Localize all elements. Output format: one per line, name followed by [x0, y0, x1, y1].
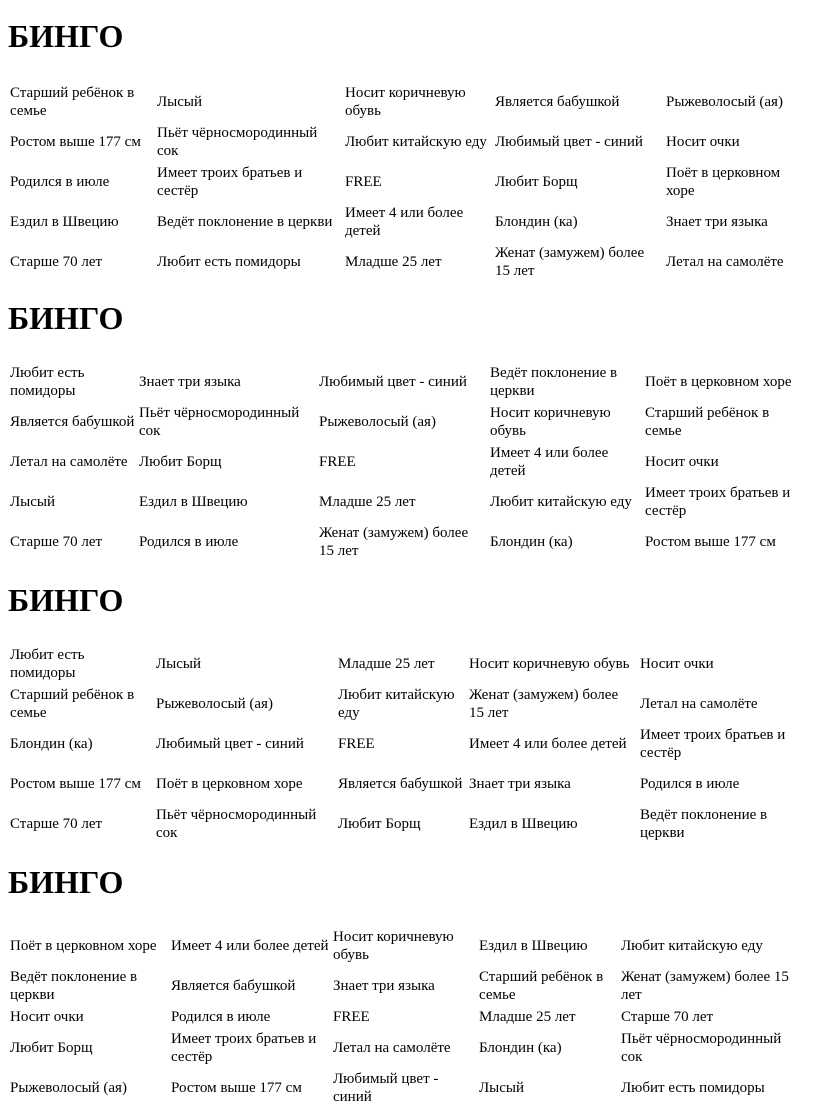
bingo-cell: Летал на самолёте	[10, 454, 128, 470]
bingo-cell: Ростом выше 177 см	[10, 134, 141, 150]
bingo-cell: Старший ребёнок в семье	[479, 969, 604, 1003]
bingo-cell: Лысый	[157, 94, 203, 110]
bingo-cell: Является бабушкой	[338, 776, 463, 792]
bingo-cell: Ездил в Швецию	[469, 816, 578, 832]
bingo-cell: Любит есть помидоры	[157, 254, 301, 270]
bingo-cell: Лысый	[479, 1080, 525, 1096]
table-row	[8, 122, 808, 162]
table-row	[8, 764, 808, 804]
bingo-cell: Любимый цвет - синий	[156, 736, 304, 752]
bingo-cell: Любит есть помидоры	[621, 1080, 765, 1096]
bingo-cell: Женат (замужем) более 15 лет	[319, 525, 469, 559]
bingo-cell: Ездил в Швецию	[139, 494, 248, 510]
bingo-cell: Любит китайскую еду	[490, 494, 632, 510]
bingo-cell: FREE	[319, 454, 356, 470]
bingo-cell: FREE	[333, 1009, 370, 1025]
bingo-cell: Лысый	[10, 494, 56, 510]
bingo-cell: Любит китайскую еду	[338, 687, 455, 721]
bingo-cell: Имеет 4 или более детей	[345, 205, 464, 239]
bingo-cell: Родился в июле	[10, 174, 110, 190]
bingo-cell: Любит китайскую еду	[345, 134, 487, 150]
bingo-card-3	[8, 582, 808, 841]
bingo-cell: Младше 25 лет	[338, 656, 435, 672]
bingo-grid	[8, 362, 808, 562]
table-row	[8, 482, 808, 522]
bingo-cell: Блондин (ка)	[10, 736, 93, 752]
bingo-cell: Ростом выше 177 см	[645, 534, 776, 550]
bingo-cell: Рыжеволосый (ая)	[666, 94, 783, 110]
bingo-grid	[8, 926, 808, 1108]
bingo-cell: Поёт в церковном хоре	[156, 776, 303, 792]
table-row	[8, 442, 808, 482]
bingo-grid	[8, 82, 808, 282]
bingo-cell: Женат (замужем) более 15 лет	[469, 687, 619, 721]
bingo-cell: Пьёт чёрносмородинный сок	[157, 125, 318, 159]
bingo-cell: FREE	[345, 174, 382, 190]
card-title: БИНГО	[8, 18, 124, 54]
bingo-cell: Старший ребёнок в семье	[10, 687, 135, 721]
bingo-cell: Младше 25 лет	[319, 494, 416, 510]
bingo-cell: Блондин (ка)	[479, 1040, 562, 1056]
bingo-cell: Имеет троих братьев и сестёр	[171, 1031, 317, 1065]
bingo-grid	[8, 644, 808, 844]
bingo-cell: Женат (замужем) более 15 лет	[621, 969, 789, 1003]
bingo-cell: Ведёт поклонение в церкви	[490, 365, 618, 399]
bingo-cell: Пьёт чёрносмородинный сок	[139, 405, 300, 439]
bingo-cell: Любимый цвет - синий	[333, 1071, 439, 1105]
bingo-cell: Младше 25 лет	[479, 1009, 576, 1025]
table-row	[8, 684, 808, 724]
table-row	[8, 202, 808, 242]
bingo-card-1	[8, 18, 808, 279]
bingo-cell: Старше 70 лет	[10, 254, 103, 270]
bingo-cell: Родился в июле	[640, 776, 740, 792]
bingo-cell: Любимый цвет - синий	[495, 134, 643, 150]
bingo-cell: Ростом выше 177 см	[10, 776, 141, 792]
bingo-cell: Рыжеволосый (ая)	[319, 414, 436, 430]
bingo-cell: Летал на самолёте	[333, 1040, 451, 1056]
bingo-cell: Летал на самолёте	[666, 254, 784, 270]
bingo-card-4	[8, 864, 808, 1105]
bingo-cell: Ездил в Швецию	[10, 214, 119, 230]
table-row	[8, 522, 808, 562]
bingo-cell: Любит Борщ	[495, 174, 578, 190]
bingo-cell: Любит есть помидоры	[10, 365, 85, 399]
card-title: БИНГО	[8, 582, 124, 618]
bingo-cell: Родился в июле	[139, 534, 239, 550]
bingo-cell: Знает три языка	[666, 214, 768, 230]
bingo-cell: Ведёт поклонение в церкви	[157, 214, 333, 230]
card-title: БИНГО	[8, 864, 124, 900]
bingo-cell: Носит коричневую обувь	[490, 405, 611, 439]
bingo-cell: Имеет троих братьев и сестёр	[645, 485, 791, 519]
bingo-cell: Является бабушкой	[171, 978, 296, 994]
bingo-cell: Пьёт чёрносмородинный сок	[156, 807, 317, 841]
bingo-cell: Имеет троих братьев и сестёр	[640, 727, 786, 761]
table-row	[8, 1028, 808, 1068]
bingo-cell: Летал на самолёте	[640, 696, 758, 712]
bingo-cell: Ведёт поклонение в церкви	[640, 807, 768, 841]
bingo-cell: Имеет 4 или более детей	[490, 445, 609, 479]
bingo-cell: Любит Борщ	[139, 454, 222, 470]
bingo-cell: Старше 70 лет	[621, 1009, 714, 1025]
table-row	[8, 402, 808, 442]
bingo-cell: Поёт в церковном хоре	[666, 165, 781, 199]
bingo-cell: Носит коричневую обувь	[469, 656, 630, 672]
table-row	[8, 966, 808, 1006]
table-row	[8, 804, 808, 844]
bingo-cell: Любит Борщ	[10, 1040, 93, 1056]
bingo-cell: Старше 70 лет	[10, 534, 103, 550]
bingo-cell: Старший ребёнок в семье	[10, 85, 135, 119]
bingo-cell: Родился в июле	[171, 1009, 271, 1025]
bingo-cell: Любит китайскую еду	[621, 938, 763, 954]
table-row	[8, 162, 808, 202]
bingo-cell: Является бабушкой	[495, 94, 620, 110]
table-row	[8, 242, 808, 282]
bingo-cell: Знает три языка	[333, 978, 435, 994]
bingo-cell: Знает три языка	[469, 776, 571, 792]
bingo-cell: Рыжеволосый (ая)	[10, 1080, 127, 1096]
bingo-cell: Носит очки	[10, 1009, 84, 1025]
table-row	[8, 1006, 808, 1028]
bingo-cell: Рыжеволосый (ая)	[156, 696, 273, 712]
bingo-cell: Имеет троих братьев и сестёр	[157, 165, 303, 199]
bingo-cell: Знает три языка	[139, 374, 241, 390]
bingo-cell: Женат (замужем) более 15 лет	[495, 245, 645, 279]
bingo-cell: Имеет 4 или более детей	[469, 736, 627, 752]
bingo-cell: Блондин (ка)	[495, 214, 578, 230]
bingo-cell: Поёт в церковном хоре	[645, 374, 792, 390]
bingo-cell: Любит Борщ	[338, 816, 421, 832]
bingo-cell: Поёт в церковном хоре	[10, 938, 157, 954]
bingo-cell: Лысый	[156, 656, 202, 672]
bingo-cell: Блондин (ка)	[490, 534, 573, 550]
bingo-cell: Носит очки	[640, 656, 714, 672]
bingo-cell: FREE	[338, 736, 375, 752]
bingo-card-2	[8, 300, 808, 559]
bingo-cell: Любимый цвет - синий	[319, 374, 467, 390]
bingo-cell: Носит очки	[666, 134, 740, 150]
bingo-cell: Носит коричневую обувь	[333, 929, 454, 963]
bingo-cell: Младше 25 лет	[345, 254, 442, 270]
table-row	[8, 82, 808, 122]
bingo-cell: Старше 70 лет	[10, 816, 103, 832]
bingo-cell: Носит очки	[645, 454, 719, 470]
table-row	[8, 644, 808, 684]
bingo-cell: Ростом выше 177 см	[171, 1080, 302, 1096]
table-row	[8, 1068, 808, 1108]
bingo-cell: Ездил в Швецию	[479, 938, 588, 954]
bingo-cell: Любит есть помидоры	[10, 647, 85, 681]
bingo-cell: Старший ребёнок в семье	[645, 405, 770, 439]
bingo-cell: Ведёт поклонение в церкви	[10, 969, 138, 1003]
bingo-cell: Пьёт чёрносмородинный сок	[621, 1031, 782, 1065]
bingo-cell: Является бабушкой	[10, 414, 135, 430]
table-row	[8, 926, 808, 966]
table-row	[8, 724, 808, 764]
card-title: БИНГО	[8, 300, 124, 336]
bingo-cell: Носит коричневую обувь	[345, 85, 466, 119]
bingo-cell: Имеет 4 или более детей	[171, 938, 329, 954]
table-row	[8, 362, 808, 402]
